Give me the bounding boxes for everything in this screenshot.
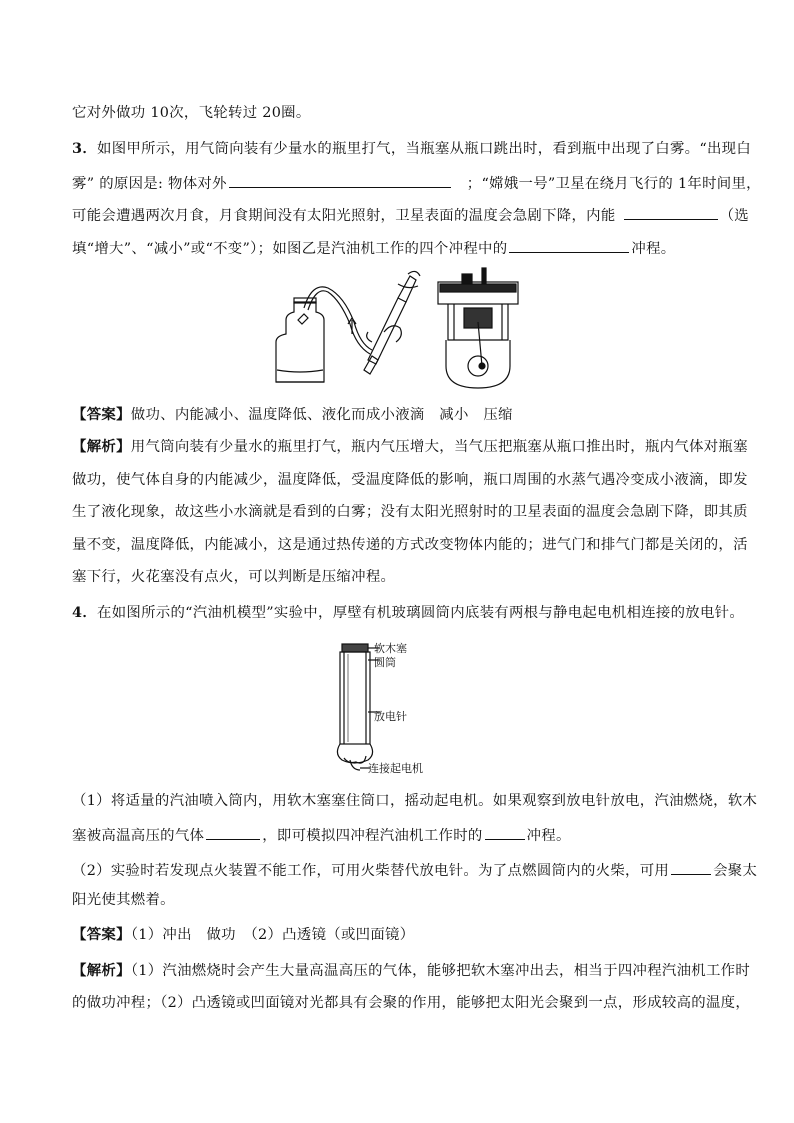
question-text: ，即可模拟四冲程汽油机工作时的 [262, 828, 483, 844]
question-number: 4． [72, 604, 98, 621]
answer-text: （1）冲出 做功 （2）凸透镜（或凹面镜） [130, 927, 415, 943]
analysis-3-line-3: 生了液化现象，故这些小水滴就是看到的白雾；没有太阳光照射时的卫星表面的温度会急剧下降，即其质 [72, 504, 748, 520]
question-text: 如图甲所示，用气筒向装有少量水的瓶里打气，当瓶塞从瓶口跳出时，看到瓶中出现了白雾。“出现白 [97, 141, 752, 157]
answer-tag: 【答案】 [72, 406, 131, 423]
question-3-line-1 [72, 139, 752, 159]
text-line: 它对外做功 10次，飞轮转过 20圈。 [72, 105, 311, 121]
answer-blank [206, 823, 260, 840]
question-text: 在如图所示的“汽油机模型”实验中，厚壁有机玻璃圆筒内底装有两根与静电起电机相连接的放电针。 [97, 605, 745, 621]
analysis-4-line-2: 的做功冲程；（2）凸透镜或凹面镜对光都具有会聚的作用，能够把太阳光会聚到一点，形成较高的温度， [72, 995, 751, 1011]
question-text: 填“增大”、“减小”或“不变”）；如图乙是汽油机工作的四个冲程中的 [72, 241, 508, 257]
answer-blank [624, 203, 718, 220]
analysis-text: （1）汽油燃烧时会产生大量高温高压的气体，能够把软木塞冲出去，相当于四冲程汽油机工作时 [130, 963, 751, 979]
question-text: 可能会遭遇两次月食，月食期间没有太阳光照射，卫星表面的温度会急剧下降，内能 [72, 208, 616, 224]
answer-tag: 【答案】 [72, 926, 131, 943]
analysis-3-line-5: 塞下行，火花塞没有点火，可以判断是压缩冲程。 [72, 569, 396, 585]
analysis-4-line-1 [72, 961, 751, 981]
answer-blank [671, 858, 711, 875]
question-text: （选 [719, 208, 749, 224]
analysis-3-line-1 [72, 437, 748, 457]
question-3-line-3 [72, 203, 749, 226]
answer-blank [509, 236, 629, 253]
analysis-tag: 【解析】 [72, 962, 131, 979]
bottle-illustration [276, 287, 372, 382]
analysis-3-line-4: 量不变，温度降低，内能减小，这是通过热传递的方式改变物体内能的；进气门和排气门都是关闭的，活 [72, 537, 748, 553]
question-4-part-1-line-2 [72, 823, 732, 846]
question-text: 雾” 的原因是: 物体对外 [72, 176, 227, 192]
figure-cylinder-model [330, 638, 460, 778]
analysis-text: 用气筒向装有少量水的瓶里打气，瓶内气压增大，当气压把瓶塞从瓶口推出时，瓶内气体对瓶塞 [130, 439, 748, 455]
answer-text: 做功、内能减小、温度降低、液化而成小液滴 减小 压缩 [130, 407, 513, 423]
question-4-part-2-line-1 [72, 858, 758, 881]
question-text: 冲程。 [526, 828, 571, 844]
question-3-line-2 [72, 171, 761, 194]
question-4-part-2-line-2: 阳光使其燃着。 [72, 892, 175, 908]
question-4-line-1 [72, 603, 745, 623]
label-connect: 连接起电机 [368, 762, 423, 775]
question-4-part-1-line-1: （1）将适量的汽油喷入筒内，用软木塞塞住筒口，摇动起电机。如果观察到放电针放电，汽油燃烧，软木 [72, 793, 758, 809]
answer-blank [229, 171, 451, 188]
label-cylinder: 圆筒 [374, 656, 396, 669]
question-3-line-4 [72, 236, 732, 259]
answer-blank [485, 823, 525, 840]
question-text: （2）实验时若发现点火装置不能工作，可用火柴替代放电针。为了点燃圆筒内的火柴，可用 [72, 863, 670, 879]
question-text: 塞被高温高压的气体 [72, 828, 205, 844]
label-cork: 软木塞 [374, 642, 407, 655]
analysis-3-line-2: 做功，使气体自身的内能减少，温度降低，受温度降低的影响，瓶口周围的水蒸气遇冷变成小液滴，即发 [72, 472, 748, 488]
question-text: 会聚太 [713, 863, 758, 879]
label-needle: 放电针 [374, 710, 407, 723]
analysis-tag: 【解析】 [72, 438, 131, 455]
figure-bottle-pump-engine [268, 262, 528, 394]
pump-illustration [364, 271, 420, 374]
answer-4 [72, 925, 732, 945]
question-number: 3． [72, 140, 98, 157]
engine-illustration [438, 268, 518, 388]
question-text: 冲程。 [631, 241, 676, 257]
question-text: ；“嫦娥一号”卫星在绕月飞行的 1年时间里， [466, 176, 761, 192]
answer-3 [72, 405, 732, 425]
